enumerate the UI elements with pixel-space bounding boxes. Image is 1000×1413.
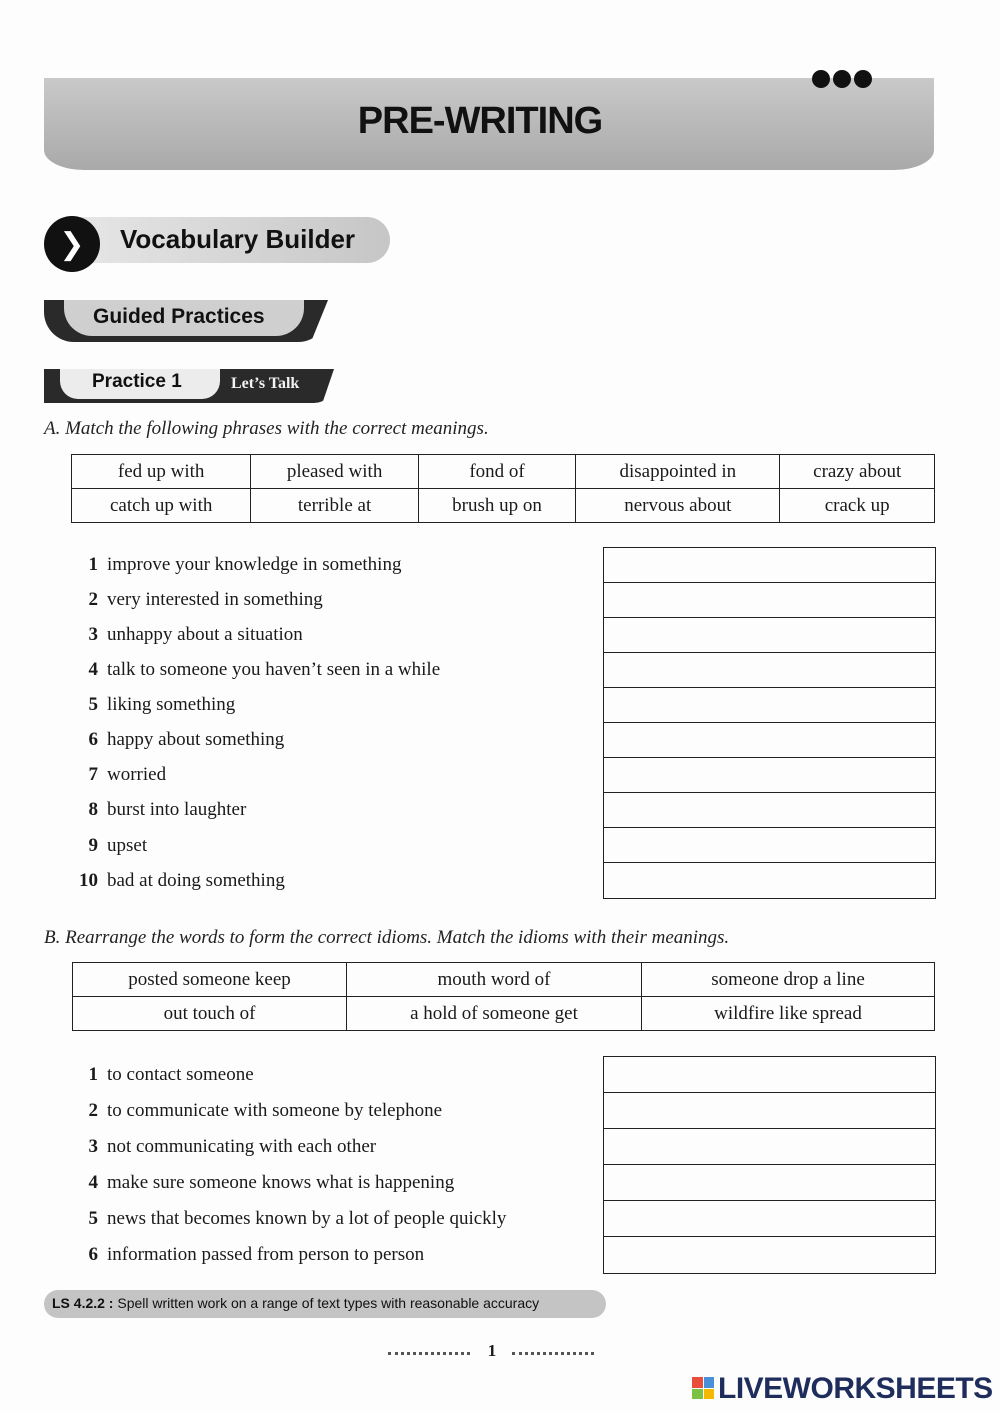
list-item [70, 624, 303, 646]
phrase-cell: posted someone keep [73, 963, 347, 997]
item-text: unhappy about a situation [107, 624, 303, 645]
item-text: happy about something [107, 729, 285, 750]
list-item [70, 694, 235, 716]
item-number: 5 [88, 694, 98, 715]
phrase-cell: disappointed in [576, 455, 780, 489]
brand-watermark[interactable]: LIVEWORKSHEETS [718, 1372, 993, 1405]
list-item [70, 835, 147, 857]
item-number: 4 [88, 1172, 98, 1193]
learning-standard [52, 1295, 539, 1311]
answer-field-5[interactable] [604, 1201, 935, 1237]
item-text: worried [107, 764, 167, 785]
list-item [70, 729, 284, 751]
phrase-cell: crazy about [780, 455, 935, 489]
phrase-cell: out touch of [73, 997, 347, 1031]
item-number: 10 [79, 870, 98, 891]
item-text: information passed from person to person [107, 1244, 425, 1265]
phrase-cell: pleased with [251, 455, 418, 489]
part-a-instruction: A. Match the following phrases with the correct meanings. [44, 418, 489, 439]
item-number: 8 [88, 799, 98, 820]
answer-field-3[interactable] [604, 1129, 935, 1165]
phrase-cell: catch up with [72, 489, 251, 523]
chevron-right-icon: ❯ [44, 216, 100, 272]
standard-code: LS 4.2.2 : [52, 1295, 114, 1311]
page-title: PRE-WRITING [357, 100, 603, 142]
item-number: 2 [88, 1100, 98, 1121]
item-text: very interested in something [107, 589, 323, 610]
liveworksheets-logo-icon [692, 1377, 714, 1399]
answer-field-6[interactable] [604, 1237, 935, 1273]
list-item [70, 659, 440, 681]
phrase-cell: nervous about [576, 489, 780, 523]
list-item [70, 1244, 424, 1266]
phrase-cell: someone drop a line [642, 963, 935, 997]
item-text: burst into laughter [107, 799, 247, 820]
item-text: talk to someone you haven’t seen in a while [107, 659, 441, 680]
item-number: 6 [88, 729, 98, 750]
phrase-cell: mouth word of [347, 963, 642, 997]
answer-field-10[interactable] [604, 863, 935, 898]
part-a-phrase-table [71, 454, 935, 523]
item-text: not communicating with each other [107, 1136, 377, 1157]
page-dots-right [512, 1352, 594, 1357]
phrase-cell: crack up [780, 489, 935, 523]
list-item [70, 1136, 376, 1158]
phrase-cell: wildfire like spread [642, 997, 935, 1031]
phrase-cell: fond of [418, 455, 575, 489]
part-b-instruction: B. Rearrange the words to form the correct idioms. Match the idioms with their meanings. [44, 927, 730, 948]
phrase-row [72, 455, 935, 489]
answer-field-4[interactable] [604, 1165, 935, 1201]
part-b-phrase-table [72, 962, 935, 1031]
phrase-row [73, 997, 935, 1031]
item-number: 2 [88, 589, 98, 610]
list-item [70, 1208, 506, 1230]
item-number: 3 [88, 1136, 98, 1157]
list-item [70, 1172, 454, 1194]
item-text: upset [107, 835, 148, 856]
list-item [70, 554, 401, 576]
item-text: bad at doing something [107, 870, 285, 891]
item-text: liking something [107, 694, 236, 715]
decorative-dots [812, 70, 875, 93]
item-text: to contact someone [107, 1064, 254, 1085]
answer-field-3[interactable] [604, 618, 935, 653]
phrase-cell: terrible at [251, 489, 418, 523]
list-item [70, 870, 285, 892]
phrase-row [73, 963, 935, 997]
phrase-cell: brush up on [418, 489, 575, 523]
list-item [70, 764, 166, 786]
phrase-cell: a hold of someone get [347, 997, 642, 1031]
page-number: 1 [487, 1341, 497, 1360]
item-text: news that becomes known by a lot of people quickly [107, 1208, 507, 1229]
answer-field-2[interactable] [604, 1093, 935, 1129]
section-title: Vocabulary Builder [120, 224, 356, 254]
answer-field-6[interactable] [604, 723, 935, 758]
phrase-cell: fed up with [72, 455, 251, 489]
list-item [70, 799, 246, 821]
item-text: make sure someone knows what is happening [107, 1172, 455, 1193]
answer-field-8[interactable] [604, 793, 935, 828]
item-number: 3 [88, 624, 98, 645]
practice-sub-label: Let’s Talk [231, 375, 300, 392]
practice-label: Practice 1 [92, 371, 182, 392]
item-text: improve your knowledge in something [107, 554, 402, 575]
answer-field-7[interactable] [604, 758, 935, 793]
item-number: 4 [88, 659, 98, 680]
item-number: 6 [88, 1244, 98, 1265]
part-a-answer-box [603, 547, 936, 899]
part-b-answer-box [603, 1056, 936, 1274]
item-text: to communicate with someone by telephone [107, 1100, 443, 1121]
item-number: 9 [88, 835, 98, 856]
answer-field-5[interactable] [604, 688, 935, 723]
list-item [70, 1064, 254, 1086]
item-number: 1 [88, 1064, 98, 1085]
answer-field-1[interactable] [604, 548, 935, 583]
answer-field-2[interactable] [604, 583, 935, 618]
list-item [70, 589, 323, 611]
list-item [70, 1100, 442, 1122]
answer-field-9[interactable] [604, 828, 935, 863]
phrase-row [72, 489, 935, 523]
answer-field-4[interactable] [604, 653, 935, 688]
item-number: 5 [88, 1208, 98, 1229]
answer-field-1[interactable] [604, 1057, 935, 1093]
guided-practices-label: Guided Practices [93, 305, 265, 328]
item-number: 1 [88, 554, 98, 575]
standard-text: Spell written work on a range of text types with reasonable accuracy [117, 1295, 540, 1311]
item-number: 7 [88, 764, 98, 785]
